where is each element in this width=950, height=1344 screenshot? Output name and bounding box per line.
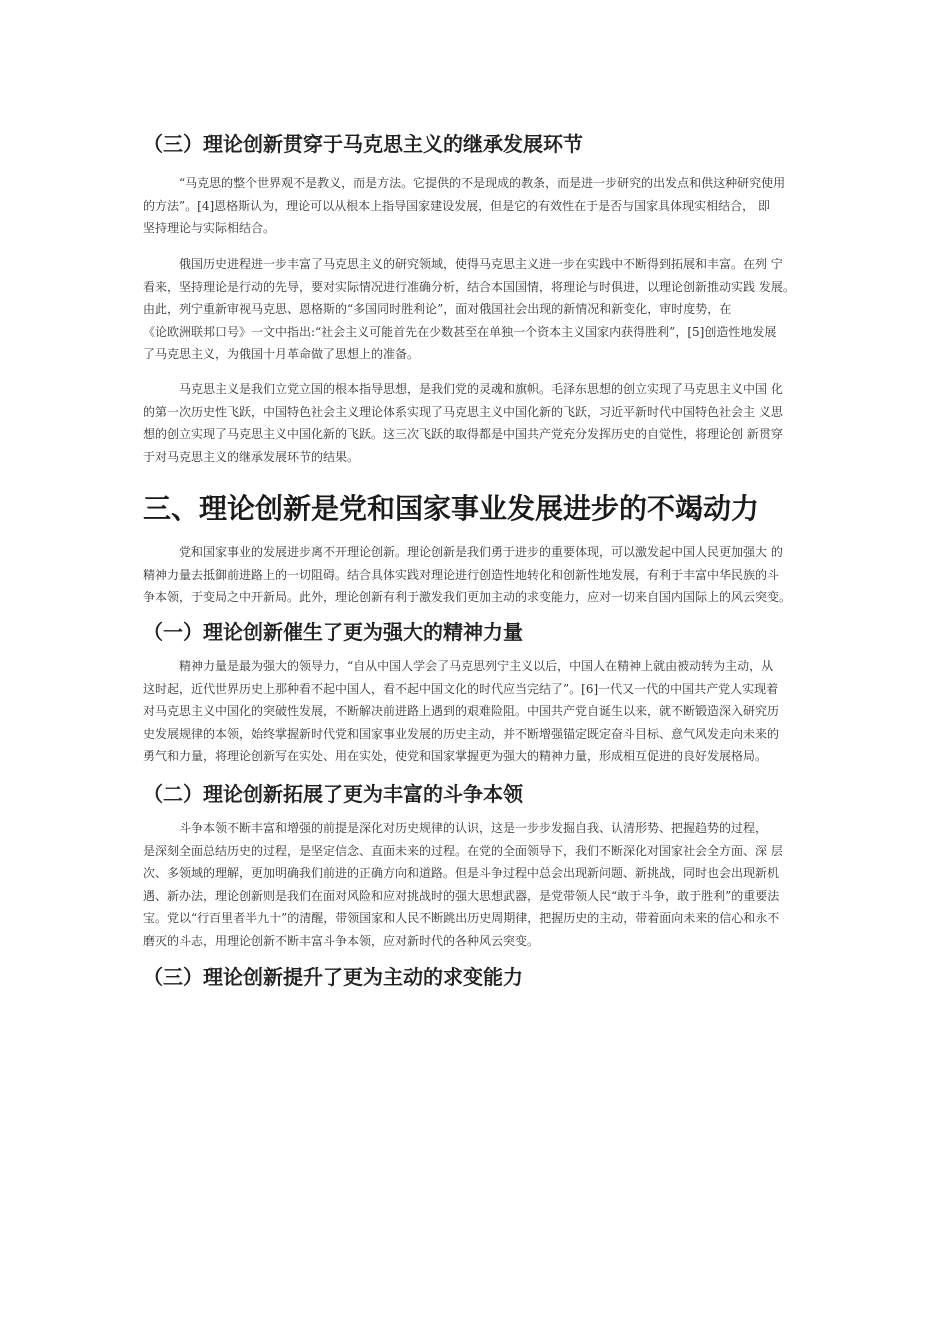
text-line: 争本领，于变局之中开新局。此外，理论创新有利于激发我们更加主动的求变能力，应对一切来自国内国际上的风云突变。: [143, 590, 792, 604]
text-line: 精神力量是最为强大的领导力，“自从中国人学会了马克思列宁主义以后，中国人在精神上就由被动转为主动，从: [179, 659, 774, 673]
text-line: 勇气和力量，将理论创新写在实处、用在实处，使党和国家掌握更为强大的精神力量，形成相互促进的良好发展格局。: [143, 749, 768, 763]
paragraph-three-leaps: [143, 378, 815, 468]
text-line: 的方法”。[4]恩格斯认为，理论可以从根本上指导国家建设发展，但是它的有效性在于是否与国家具体现实相结合， 即: [143, 198, 770, 213]
text-line: 俄国历史进程进一步丰富了马克思主义的研究领域，使得马克思主义进一步在实践中不断得到拓展和丰富。在列 宁: [179, 257, 783, 271]
text-line: 遇、新办法，理论创新则是我们在面对风险和应对挑战时的强大思想武器，是党带领人民“敢于斗争，敢于胜利”的重要法: [143, 888, 780, 903]
text-line: 于对马克思主义的继承发展环节的结果。: [143, 449, 360, 464]
sub-heading-3: （三）理论创新提升了更为主动的求变能力: [143, 965, 523, 989]
text-line: 史发展规律的本领，始终掌握新时代党和国家事业发展的历史主动，并不断增强锚定既定奋斗目标、意气风发走向未来的: [143, 726, 780, 741]
paragraph-part3-intro: [143, 541, 815, 609]
text-line: 斗争本领不断丰富和增强的前提是深化对历史规律的认识，这是一步步发掘自我、认清形势、把握趋势的过程，: [179, 821, 768, 835]
text-line: 的第一次历史性飞跃，中国特色社会主义理论体系实现了马克思主义中国化新的飞跃，习近平新时代中国特色社会主 义思: [143, 404, 783, 419]
text-line: 看来，坚持理论是行动的先导，要对实际情况进行准确分析，结合本国国情，将理论与时俱进，以理论创新推动实践 发展。: [143, 279, 795, 294]
text-line: 马克思主义是我们立党立国的根本指导思想，是我们党的灵魂和旗帜。毛泽东思想的创立实现了马克思主义中国 化: [179, 382, 783, 396]
paragraph-russia-history: [143, 253, 815, 366]
text-line: 精神力量去抵御前进路上的一切阻碍。结合具体实践对理论进行创造性地转化和创新性地发展，有利于丰富中华民族的斗: [143, 567, 780, 582]
paragraph-struggle-skills: [143, 817, 815, 952]
text-line: 《论欧洲联邦口号》一文中指出:“社会主义可能首先在少数甚至在单独一个资本主义国家内获得胜利”，[5]创造性地发展: [143, 324, 777, 339]
text-line: 坚持理论与实际相结合。: [143, 221, 276, 235]
sub-heading-2: （二）理论创新拓展了更为丰富的斗争本领: [143, 782, 523, 806]
text-line: “马克思的整个世界观不是教义，而是方法。它提供的不是现成的教条，而是进一步研究的出发点和供这种研究使用: [179, 176, 786, 190]
text-line: 这时起，近代世界历史上那种看不起中国人，看不起中国文化的时代应当完结了”。[6]一代又一代的中国共产党人实现着: [143, 681, 779, 696]
paragraph-marx-method: [143, 172, 815, 240]
text-line: 宝。党以“行百里者半九十”的清醒，带领国家和人民不断跳出历史周期律，把握历史的主动，带着面向未来的信心和永不: [143, 911, 780, 925]
text-line: 磨灭的斗志，用理论创新不断丰富斗争本领，应对新时代的各种风云突变。: [143, 933, 540, 948]
section-heading-3-3: （三）理论创新贯穿于马克思主义的继承发展环节: [143, 132, 583, 156]
paragraph-spirit-power: [143, 655, 815, 768]
text-line: 党和国家事业的发展进步离不开理论创新。理论创新是我们勇于进步的重要体现，可以激发起中国人民更加强大 的: [179, 545, 783, 559]
sub-heading-1: （一）理论创新催生了更为强大的精神力量: [143, 620, 523, 644]
text-line: 由此，列宁重新审视马克思、恩格斯的“多国同时胜利论”，面对俄国社会出现的新情况和新变化，审时度势，在: [143, 302, 732, 316]
text-line: 是深刻全面总结历史的过程，是坚定信念、直面未来的过程。在党的全面领导下，我们不断深化对国家社会全方面、深 层: [143, 843, 783, 858]
text-line: 了马克思主义，为俄国十月革命做了思想上的准备。: [143, 347, 420, 361]
text-line: 想的创立实现了马克思主义中国化新的飞跃。这三次飞跃的取得都是中国共产党充分发挥历史的自觉性，将理论创 新贯穿: [143, 427, 783, 441]
text-line: 次、多领域的理解，更加明确我们前进的正确方向和道路。但是斗争过程中总会出现新问题、新挑战，同时也会出现新机: [143, 866, 780, 880]
text-line: 对马克思主义中国化的突破性发展，不断解决前进路上遇到的艰难险阻。中国共产党自诞生以来，就不断锻造深入研究历: [143, 704, 780, 718]
part-heading-3: 三、理论创新是党和国家事业发展进步的不竭动力: [143, 492, 760, 525]
